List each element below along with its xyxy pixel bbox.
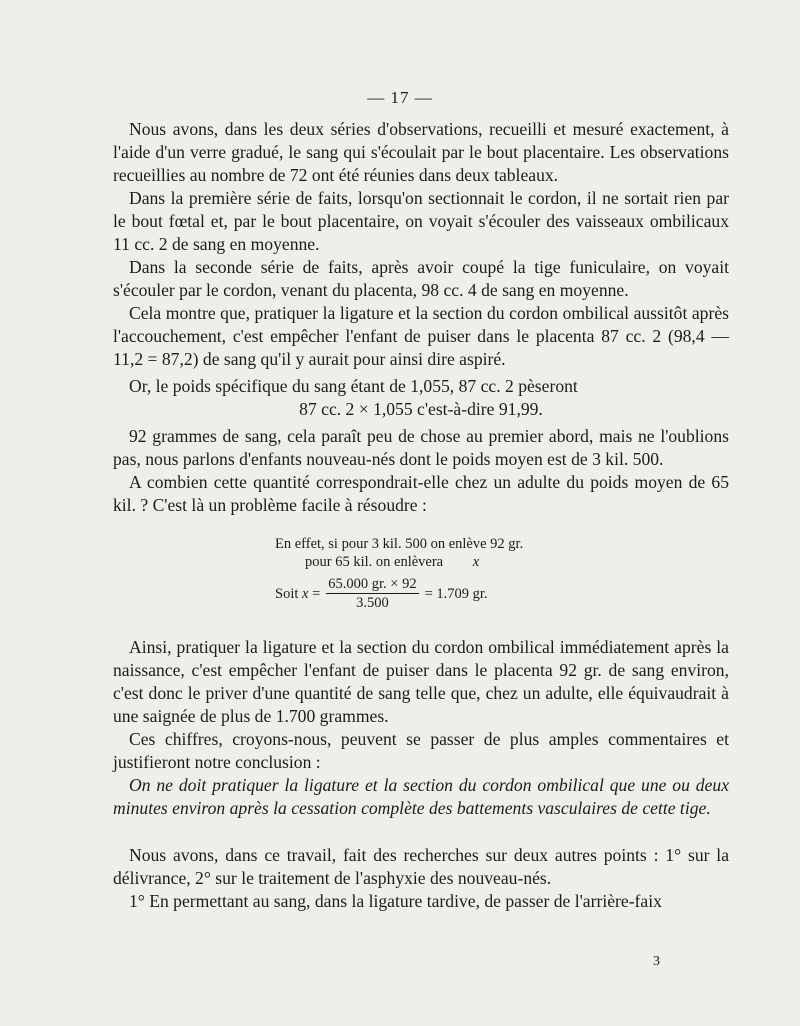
page-number: — 17 —: [367, 88, 433, 107]
conclusion-italic: On ne doit pratiquer la ligature et la section du cordon ombilical que une ou deux minutes environ après la cessation complète des battements vasculaires de cette tige.: [113, 775, 729, 818]
calc-equation: [113, 575, 729, 612]
paragraph: Or, le poids spécifique du sang étant de 1,055, 87 cc. 2 pèseront: [129, 376, 578, 396]
paragraph: Cela montre que, pratiquer la ligature et la section du cordon ombilical aussitôt après l'accouchement, c'est empêcher l'enfant de puiser dans le placenta 87 cc. 2 (98,4 — 11,2 = 87,2) de sang qu'il y aurait pour ainsi dire aspiré.: [113, 303, 729, 369]
calc-variable: x: [472, 554, 480, 570]
paragraph: Dans la première série de faits, lorsqu'on sectionnait le cordon, il ne sortait rien par le bout fœtal et, par le bout placentaire, on voyait s'écouler des vaisseaux ombilicaux 11 cc. 2 de sang en moyenne.: [113, 188, 729, 254]
calc-text: pour 65 kil. on enlèvera: [305, 554, 444, 570]
signature-mark: 3: [653, 954, 660, 969]
calc-line: En effet, si pour 3 kil. 500 on enlève 92 gr.: [275, 536, 524, 552]
paragraph: Ainsi, pratiquer la ligature et la section du cordon ombilical immédiatement après la naissance, c'est empêcher l'enfant de puiser dans le placenta 92 gr. de sang environ, c'est donc le priver d'une quantité de sang telle que, chez un adulte, elle équivaudrait à une saignée de plus de 1.700 grammes.: [113, 637, 729, 726]
paragraph: 1° En permettant au sang, dans la ligature tardive, de passer de l'arrière-faix: [129, 891, 662, 911]
equation-line: 87 cc. 2 × 1,055 c'est-à-dire 91,99.: [299, 399, 543, 419]
fraction-denominator: 3.500: [356, 595, 389, 611]
calc-fraction: [326, 575, 418, 612]
calculation-block: [113, 535, 729, 612]
calc-line: [113, 553, 729, 571]
calc-label: Soit: [275, 585, 299, 602]
paragraph: A combien cette quantité correspondrait-elle chez un adulte du poids moyen de 65 kil. ? C'est là un problème facile à résoudre :: [113, 472, 729, 515]
calc-variable: x: [302, 585, 309, 602]
body-text: [113, 118, 729, 913]
calc-result: = 1.709 gr.: [424, 585, 488, 602]
calc-equals: =: [312, 585, 321, 602]
paragraph: Ces chiffres, croyons-nous, peuvent se passer de plus amples commentaires et justifieront notre conclusion :: [113, 729, 729, 772]
paragraph: 92 grammes de sang, cela paraît peu de chose au premier abord, mais ne l'oublions pas, nous parlons d'enfants nouveau-nés dont le poids moyen est de 3 kil. 500.: [113, 426, 729, 469]
paragraph: Dans la seconde série de faits, après avoir coupé la tige funiculaire, on voyait s'écouler par le cordon, venant du placenta, 98 cc. 4 de sang en moyenne.: [113, 257, 729, 300]
paragraph: Nous avons, dans les deux séries d'observations, recueilli et mesuré exactement, à l'aide d'un verre gradué, le sang qui s'écoulait par le bout placentaire. Les observations recueillies au nombre de 72 ont été réunies dans deux tableaux.: [113, 119, 729, 185]
paragraph: Nous avons, dans ce travail, fait des recherches sur deux autres points : 1° sur la délivrance, 2° sur le traitement de l'asphyxie des nouveau-nés.: [113, 845, 729, 888]
fraction-numerator: 65.000 gr. × 92: [328, 576, 417, 592]
